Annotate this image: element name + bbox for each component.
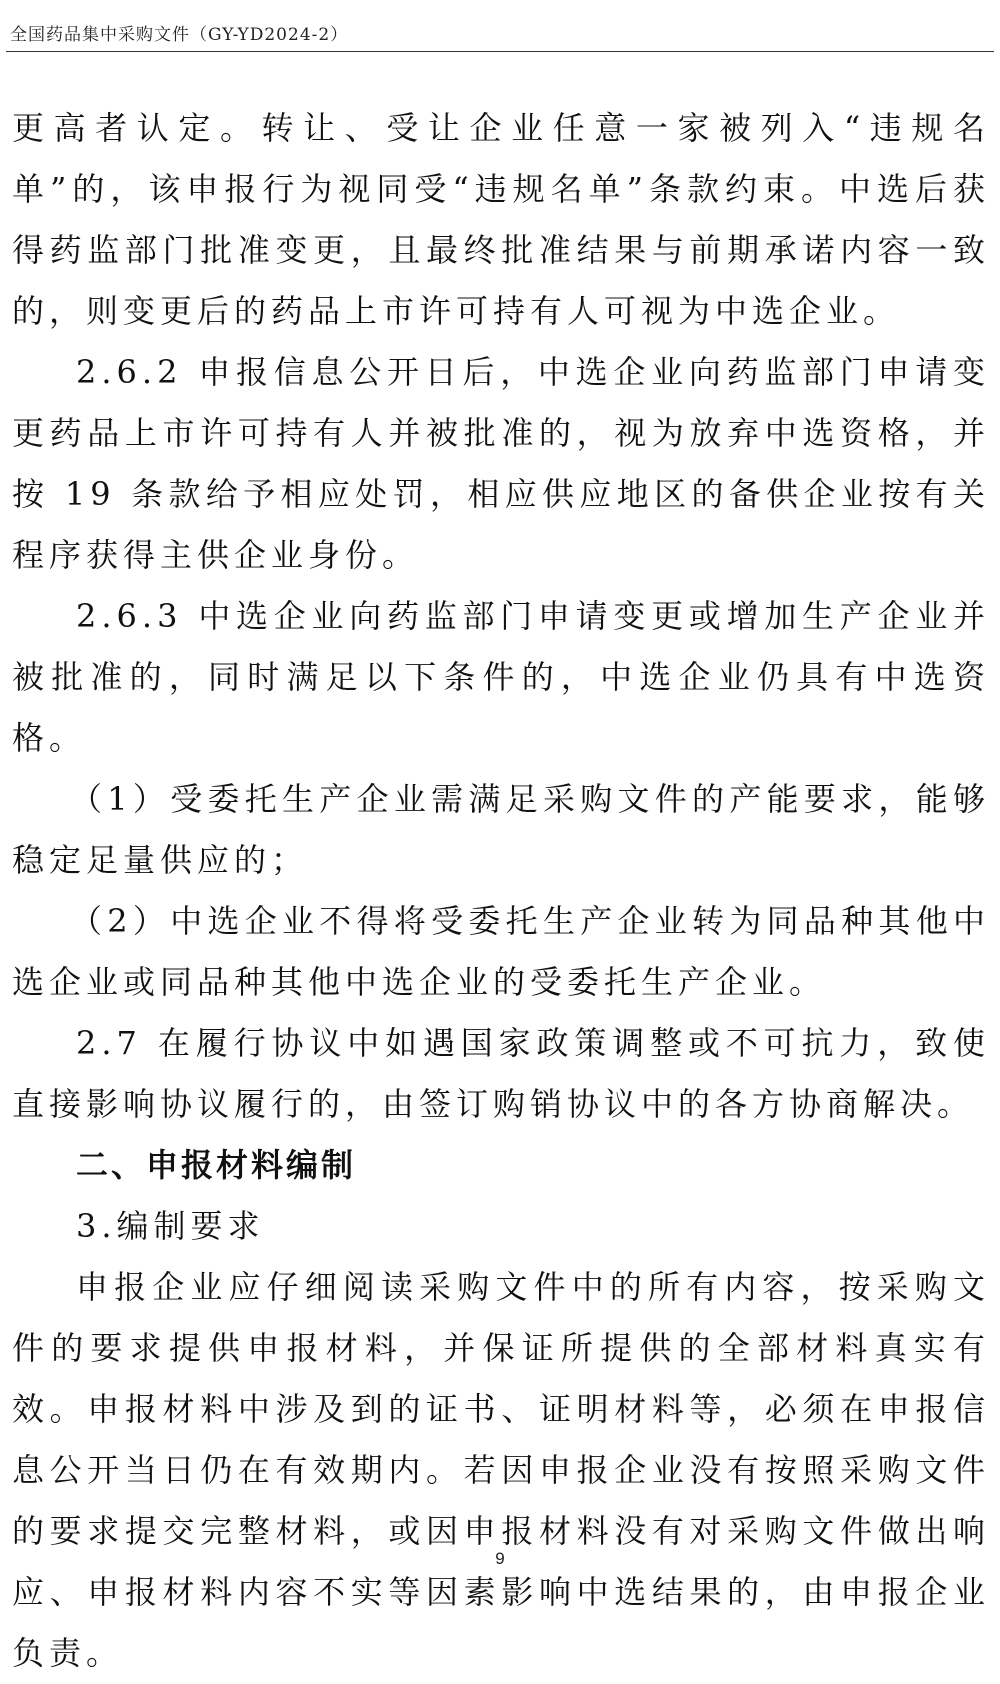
paragraph-requirements: 申报企业应仔细阅读采购文件中的所有内容，按采购文件的要求提供申报材料，并保证所提供的全部材料真实有效。申报材料中涉及到的证书、证明材料等，必须在申报信息公开当日仍在有效期内。若因申报企业没有按照采购文件的要求提交完整材料，或因申报材料没有对采购文件做出响应、申报材料内容不实等因素影响中选结果的，由申报企业负责。 bbox=[12, 1268, 990, 1672]
document-body bbox=[12, 98, 990, 1684]
paragraph-2-6-2: 2.6.2 申报信息公开日后，中选企业向药监部门申请变更药品上市许可持有人并被批准的，视为放弃中选资格，并按 19 条款给予相应处罚，相应供应地区的备供企业按有关程序获得主供企业身份。 bbox=[12, 353, 990, 574]
subsection-heading: 3.编制要求 bbox=[76, 1207, 265, 1245]
condition-item-2: （2）中选企业不得将受委托生产企业转为同品种其他中选企业或同品种其他中选企业的受委托生产企业。 bbox=[12, 902, 990, 1001]
paragraph-transfer-continued: 更高者认定。转让、受让企业任意一家被列入“违规名单”的，该申报行为视同受“违规名单”条款约束。中选后获得药监部门批准变更，且最终批准结果与前期承诺内容一致的，则变更后的药品上市许可持有人可视为中选企业。 bbox=[12, 109, 990, 330]
condition-item-1: （1）受委托生产企业需满足采购文件的产能要求，能够稳定足量供应的； bbox=[12, 780, 990, 879]
section-heading: 二、申报材料编制 bbox=[76, 1146, 357, 1184]
paragraph-2-7: 2.7 在履行协议中如遇国家政策调整或不可抗力，致使直接影响协议履行的，由签订购销协议中的各方协商解决。 bbox=[12, 1024, 990, 1123]
paragraph-2-6-3: 2.6.3 中选企业向药监部门申请变更或增加生产企业并被批准的，同时满足以下条件的，中选企业仍具有中选资格。 bbox=[12, 597, 990, 757]
page-number: 9 bbox=[495, 1549, 505, 1568]
running-header: 全国药品集中采购文件（GY-YD2024-2） bbox=[10, 25, 349, 45]
header-divider bbox=[6, 51, 994, 52]
